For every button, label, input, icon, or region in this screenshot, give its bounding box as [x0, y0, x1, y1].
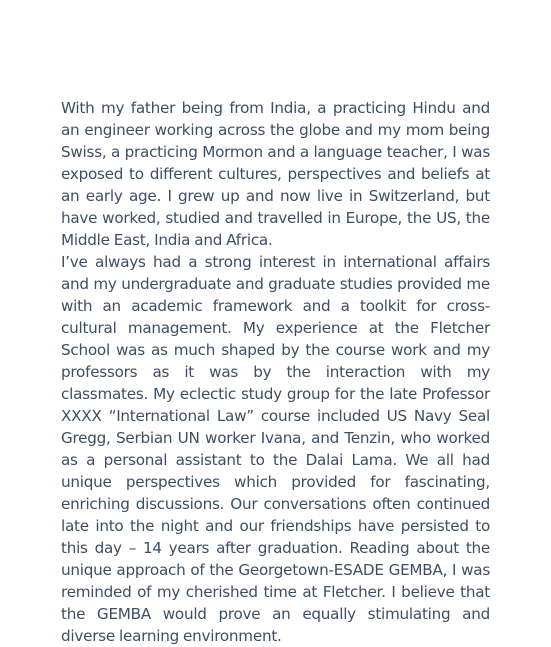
paragraph-background: With my father being from India, a practicing Hindu and an engineer working across the globe and my mom being Swiss, a practicing Mormon and a language teacher, I was exposed to different cultures, perspectives and beliefs at an early age. I grew up and now live in Switzerland, but have worked, studied and travelled in Europe, the US, the Middle East, India and Africa. [61, 99, 490, 249]
essay-body [61, 97, 490, 647]
paragraph-motivation: I’ve always had a strong interest in international affairs and my undergraduate and graduate studies provided me with an academic framework and a toolkit for cross-cultural management. My experience at the Fletcher School was as much shaped by the course work and my professors as it was by the interaction with my classmates. My eclectic study group for the late Professor XXXX “International Law” course included US Navy Seal Gregg, Serbian UN worker Ivana, and Tenzin, who worked as a personal assistant to the Dalai Lama. We all had unique perspectives which provided for fascinating, enriching discussions. Our conversations often continued late into the night and our friendships have persisted to this day – 14 years after graduation. Reading about the unique approach of the Georgetown-ESADE GEMBA, I was reminded of my cherished time at Fletcher. I believe that the GEMBA would prove an equally stimulating and diverse learning environment. [61, 253, 490, 645]
